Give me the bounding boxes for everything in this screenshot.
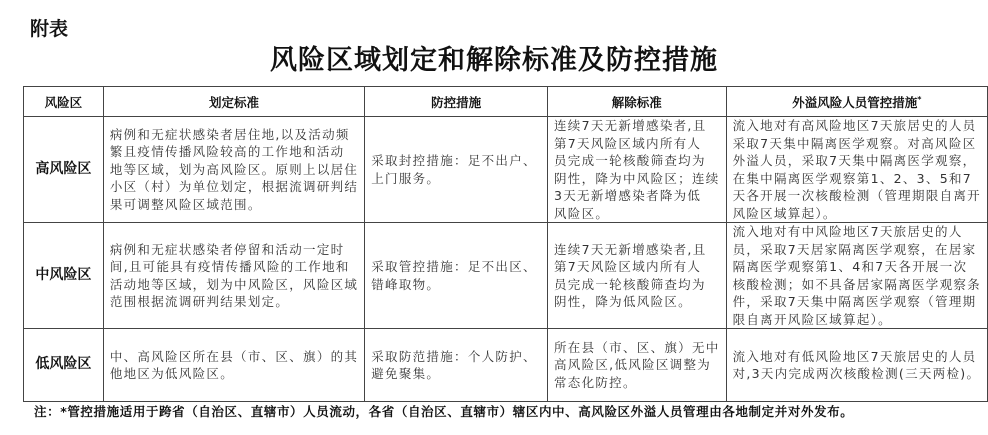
spillover-line: 限自离开风险区域算起）。 [732,311,892,327]
release-line: 风险区。 [553,205,610,221]
spillover-line: 外溢人员，采取7天集中隔离医学观察， [732,153,977,168]
criteria-line: 活动地等区域，划为中风险区，风险区域 [109,276,359,292]
spillover-line: 在集中隔离医学观察第1、2、3、5和7 [732,170,973,186]
footnote: 注：*管控措施适用于跨省（自治区、直辖市）人员流动，各省（自治区、直辖市）辖区内中、高风险区外溢人员管理由各地制定并对外发布。 [34,404,854,419]
measures-line: 采取管控措施：足不出区、 [371,259,537,274]
spillover-line: 核酸检测；如不具备居家隔离医学观察条 [732,276,981,292]
header-release: 解除标准 [547,87,726,117]
footnote-mark: * [917,94,922,104]
release-line: 所在县（市、区、旗）无中 [553,339,720,355]
cell-measures [365,223,548,329]
criteria-line: 繁且疫情传播风险较高的工作地和活动 [109,144,345,160]
cell-spillover [726,329,987,402]
cell-release [547,223,726,329]
cell-spillover [726,117,987,223]
spillover-line: 流入地对有中风险地区7天旅居史的人 [732,224,963,239]
spillover-line: 流入地对有低风险地区7天旅居史的人员 [732,348,977,364]
release-line: 连续7天无新增感染者,且 [553,241,707,257]
release-line: 阴性，降为中风险区；连续 [553,170,720,186]
spillover-line: 件，采取7天集中隔离医学观察（管理期 [732,294,977,309]
header-spillover [726,87,987,117]
cell-measures [365,329,548,402]
document-title: 风险区域划定和解除标准及防控措施 [270,45,718,76]
release-line: 第7天风险区域内所有人 [553,135,702,151]
criteria-line: 病例和无症状感染者停留和活动一定时 [109,241,345,257]
measures-line: 避免聚集。 [371,366,441,381]
release-line: 常态化防控。 [553,374,637,390]
risk-level: 高风险区 [24,117,104,223]
release-line: 员完成一轮核酸筛查均为 [553,153,706,168]
measures-line: 错峰取物。 [371,276,441,292]
cell-spillover [726,223,987,329]
cell-release [547,329,726,402]
measures-line: 采取封控措施：足不出户、 [371,153,537,168]
criteria-line: 他地区为低风险区。 [109,366,235,381]
cell-criteria [103,223,364,329]
risk-level: 低风险区 [24,329,104,402]
header-criteria: 划定标准 [103,87,364,117]
risk-level: 中风险区 [24,223,104,329]
criteria-line: 范围根据流调研判结果划定。 [109,294,290,309]
cell-criteria [103,329,364,402]
appendix-label: 附表 [30,18,69,40]
cell-release [547,117,726,223]
spillover-line: 采取7天集中隔离医学观察。对高风险区 [732,135,977,151]
risk-zone-table [23,86,988,402]
criteria-line: 地等区域，划为高风险区。原则上以居住 [109,161,359,177]
spillover-line: 流入地对有高风险地区7天旅居史的人员 [732,118,977,133]
table-row [24,117,988,223]
criteria-line: 病例和无症状感染者居住地,以及活动频 [109,126,350,142]
header-risk-zone: 风险区 [24,87,104,117]
spillover-line: 隔离医学观察第1、4和7天各开展一次 [732,259,968,274]
measures-line: 上门服务。 [371,170,441,186]
spillover-line: 对,3天内完成两次核酸检测(三天两检)。 [732,366,981,381]
criteria-line: 果可调整风险区域范围。 [109,196,262,212]
release-line: 员完成一轮核酸筛查均为 [553,276,706,292]
release-line: 第7天风险区域内所有人 [553,259,702,274]
header-spillover-text: 外溢风险人员管控措施 [792,94,918,110]
cell-measures [365,117,548,223]
release-line: 阴性，降为低风险区。 [553,294,692,309]
spillover-line: 员，采取7天居家隔离医学观察，在居家 [732,241,977,257]
cell-criteria [103,117,364,223]
release-line: 高风险区,低风险区调整为 [553,357,712,373]
release-line: 3天无新增感染者降为低 [553,188,702,203]
spillover-line: 天各开展一次核酸检测（管理期限自离开 [732,188,981,203]
measures-line: 采取防范措施：个人防护、 [371,348,537,364]
spillover-line: 风险区域算起）。 [732,205,837,221]
table-row [24,223,988,329]
table-row [24,329,988,402]
release-line: 连续7天无新增感染者,且 [553,118,707,133]
criteria-line: 间,且可能具有疫情传播风险的工作地和 [109,259,350,274]
criteria-line: 小区（村）为单位划定，根据流调研判结 [109,179,359,195]
criteria-line: 中、高风险区所在县（市、区、旗）的其 [109,348,359,364]
table-header-row [24,87,988,117]
header-measures: 防控措施 [365,87,548,117]
